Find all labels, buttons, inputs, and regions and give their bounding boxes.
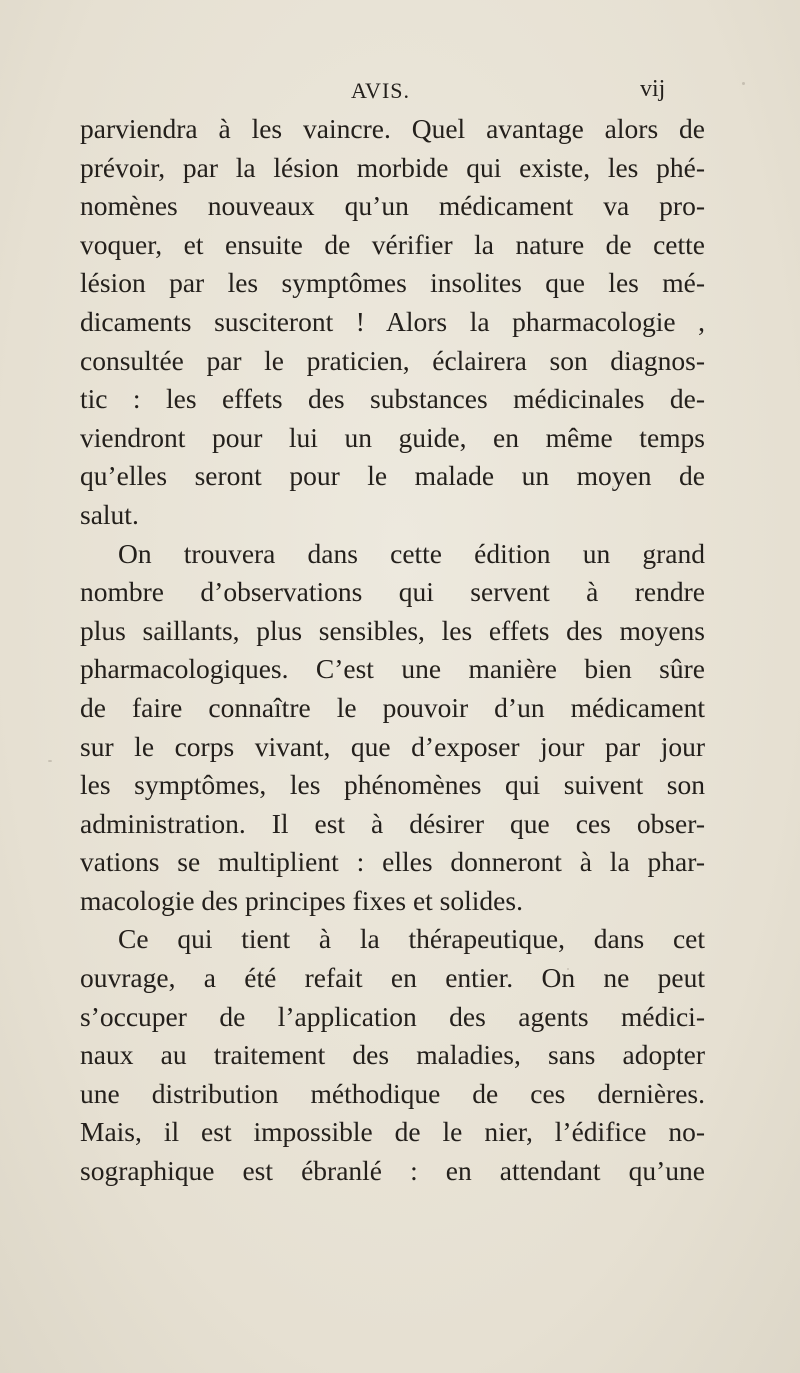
text-line: macologie des principes fixes et solides. <box>80 884 523 916</box>
text-line: prévoir, par la lésion morbide qui existe, les phé- <box>80 151 705 183</box>
text-line: dicaments susciteront ! Alors la pharmacologie , <box>80 305 705 337</box>
text-line: salut. <box>80 498 139 530</box>
text-line: voquer, et ensuite de vérifier la nature de cette <box>80 228 705 260</box>
text-line: consultée par le praticien, éclairera son diagnos- <box>80 344 705 376</box>
text-line: parviendra à les vaincre. Quel avantage alors de <box>80 113 705 144</box>
text-line: nomènes nouveaux qu’un médicament va pro- <box>80 190 705 222</box>
text-line: s’occuper de l’application des agents médici- <box>80 1000 705 1032</box>
paragraph-first-line: On trouvera dans cette édition un grand <box>118 537 705 569</box>
text-line: de faire connaître le pouvoir d’un médicament <box>80 691 705 723</box>
text-line: vations se multiplient : elles donneront à la phar- <box>80 846 705 878</box>
paper-speck <box>567 968 569 970</box>
text-line: pharmacologiques. C’est une manière bien sûre <box>80 653 705 685</box>
text-line: tic : les effets des substances médicinales de- <box>80 383 705 415</box>
paper-speck <box>742 82 745 85</box>
text-line: les symptômes, les phénomènes qui suivent son <box>80 769 705 801</box>
text-line: ouvrage, a été refait en entier. On ne peut <box>80 962 705 994</box>
text-line: sur le corps vivant, que d’exposer jour par jour <box>80 730 705 762</box>
running-head-title: AVIS. <box>351 78 411 103</box>
text-line: naux au traitement des maladies, sans adopter <box>80 1039 705 1071</box>
paragraph-first-line: Ce qui tient à la thérapeutique, dans cet <box>118 923 705 955</box>
text-line: plus saillants, plus sensibles, les effets des moyens <box>80 614 705 646</box>
paper-speck <box>612 486 614 488</box>
running-head <box>0 78 800 108</box>
text-line: qu’elles seront pour le malade un moyen de <box>80 460 705 492</box>
text-line: nombre d’observations qui servent à rendre <box>80 576 705 608</box>
text-line: administration. Il est à désirer que ces obser- <box>80 807 705 839</box>
text-line: sographique est ébranlé : en attendant qu’une <box>80 1155 705 1187</box>
text-line: lésion par les symptômes insolites que les mé- <box>80 267 705 299</box>
page-number: vij <box>640 76 666 102</box>
text-line: viendront pour lui un guide, en même temps <box>80 421 705 453</box>
text-line: Mais, il est impossible de le nier, l’édifice no- <box>80 1116 705 1148</box>
text-line: une distribution méthodique de ces dernières. <box>80 1077 705 1109</box>
body-text <box>80 110 705 1191</box>
paper-speck <box>48 760 52 762</box>
